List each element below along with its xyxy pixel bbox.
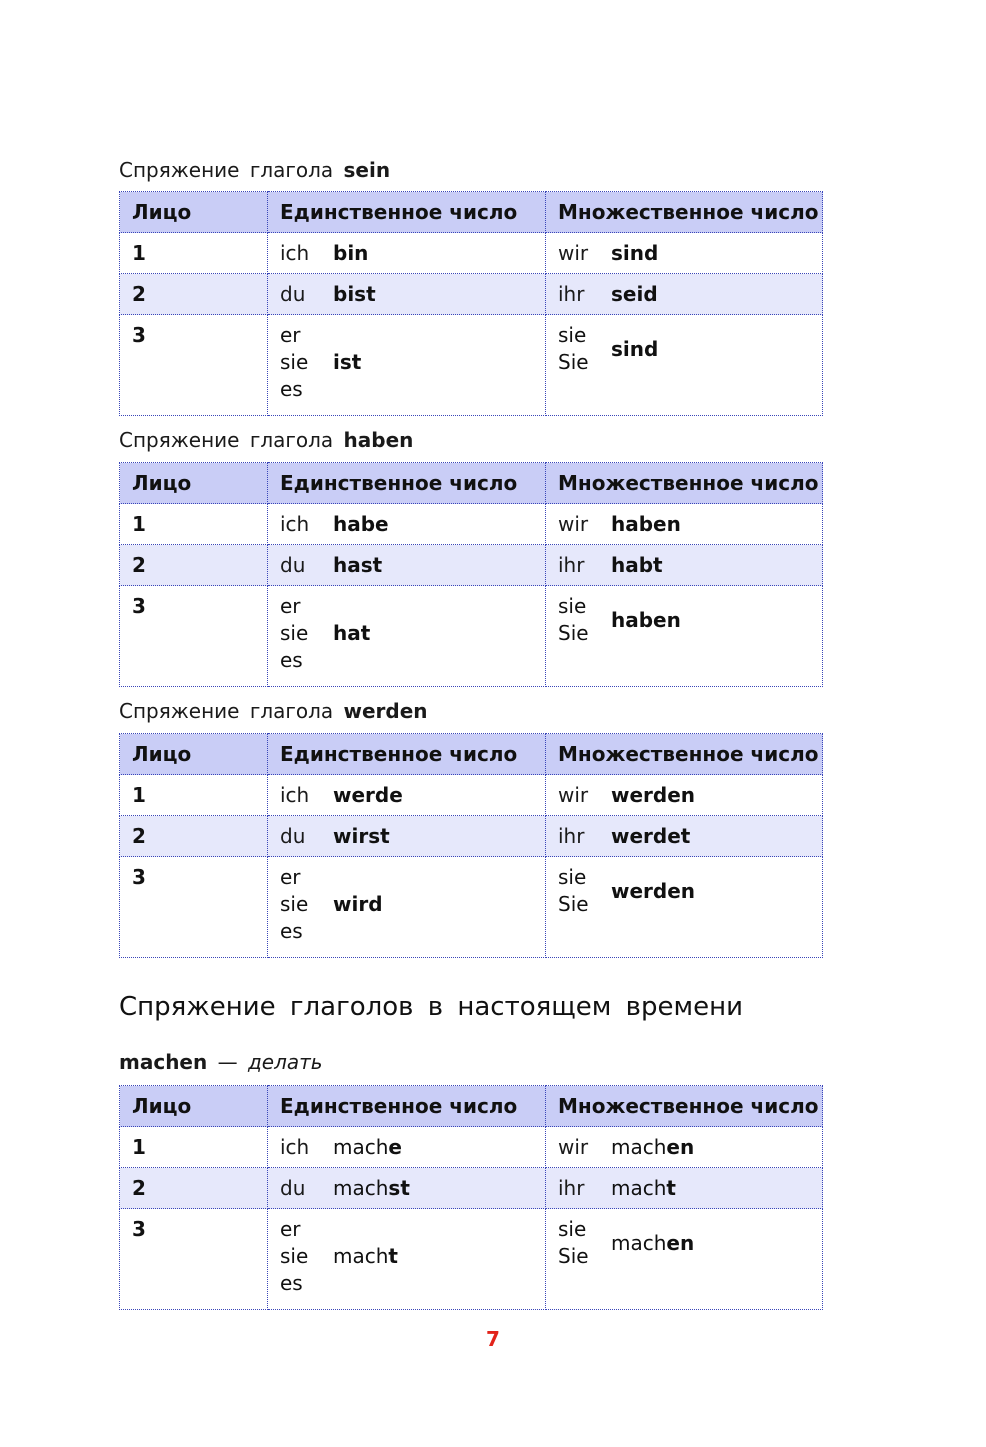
table-header-row (120, 463, 823, 504)
plural-cell (546, 1209, 823, 1310)
plural-cell (546, 504, 823, 545)
table-row (120, 586, 823, 687)
header-singular: Единственное число (268, 192, 546, 233)
plural-cell (546, 775, 823, 816)
caption-verb: werden (343, 699, 428, 723)
pronoun: wir (558, 1134, 589, 1159)
person-number: 3 (120, 586, 268, 687)
pronoun: ihr (558, 823, 585, 848)
pronoun: du (280, 552, 306, 577)
pronoun: ihr (558, 281, 585, 306)
verb-form: ist (333, 350, 362, 374)
pronoun: er (280, 1217, 301, 1241)
header-person: Лицо (120, 734, 268, 775)
header-singular: Единственное число (268, 463, 546, 504)
person-number: 3 (120, 315, 268, 416)
table-werden (119, 733, 823, 958)
caption-verb: sein (343, 158, 391, 182)
verb-form: hat (333, 621, 371, 645)
pronoun: du (280, 1175, 306, 1200)
verb-form: sind (611, 240, 659, 265)
caption-verb: machen (119, 1050, 208, 1074)
table-machen (119, 1085, 823, 1310)
person-number: 3 (120, 1209, 268, 1310)
verb-form: bist (333, 281, 376, 306)
person-number: 2 (120, 816, 268, 857)
person-number: 2 (120, 545, 268, 586)
pronoun: sie (558, 323, 587, 347)
verb-form: bin (333, 240, 369, 265)
verb-ending: t (388, 1244, 398, 1268)
table-row (120, 274, 823, 315)
verb-form: haben (611, 607, 681, 632)
table-row (120, 504, 823, 545)
pronoun: Sie (558, 621, 589, 645)
verb-stem: mach (333, 1244, 389, 1268)
header-singular: Единственное число (268, 1086, 546, 1127)
plural-cell (546, 545, 823, 586)
person-number: 1 (120, 233, 268, 274)
caption-machen (119, 1050, 323, 1074)
plural-cell (546, 586, 823, 687)
table-row (120, 816, 823, 857)
pronoun: sie (558, 865, 587, 889)
singular-cell (268, 504, 546, 545)
pronoun: ich (280, 782, 310, 807)
verb-form: werde (333, 782, 403, 807)
plural-cell (546, 1127, 823, 1168)
caption-sein (119, 158, 390, 182)
pronoun: Sie (558, 350, 589, 374)
pronoun: er (280, 323, 301, 347)
pronoun: ihr (558, 1175, 585, 1200)
verb-ending: en (666, 1134, 695, 1159)
verb-form: seid (611, 281, 658, 306)
pronoun: es (280, 1271, 303, 1295)
verb-form: habe (333, 511, 389, 536)
table-row (120, 1209, 823, 1310)
pronoun: es (280, 648, 303, 672)
verb-stem: mach (333, 1134, 389, 1159)
pronoun: ich (280, 511, 310, 536)
pronoun: sie (558, 1217, 587, 1241)
header-plural: Множественное число (546, 734, 823, 775)
verb-form: werden (611, 878, 696, 903)
table-haben (119, 462, 823, 687)
caption-werden (119, 699, 428, 723)
header-person: Лицо (120, 192, 268, 233)
verb-form (333, 1134, 402, 1161)
caption-prefix: Спряжение глагола (119, 158, 334, 182)
verb-form (611, 1175, 676, 1202)
header-singular: Единственное число (268, 734, 546, 775)
singular-cell (268, 586, 546, 687)
pronoun: sie (280, 1244, 309, 1268)
verb-form: sind (611, 336, 659, 361)
singular-cell (268, 545, 546, 586)
caption-dash: — (217, 1050, 238, 1074)
verb-form: werden (611, 782, 696, 807)
caption-prefix: Спряжение глагола (119, 699, 334, 723)
verb-ending: e (388, 1134, 402, 1159)
table-sein (119, 191, 823, 416)
plural-cell (546, 315, 823, 416)
verb-stem: mach (611, 1175, 667, 1200)
header-plural: Множественное число (546, 463, 823, 504)
pronoun: wir (558, 782, 589, 807)
pronoun: wir (558, 511, 589, 536)
verb-form: wird (333, 892, 383, 916)
pronoun: sie (280, 621, 309, 645)
pronoun: wir (558, 240, 589, 265)
table-header-row (120, 734, 823, 775)
verb-ending: en (666, 1230, 695, 1255)
page-number: 7 (486, 1327, 500, 1351)
section-title: Спряжение глаголов в настоящем времени (119, 992, 743, 1022)
header-person: Лицо (120, 1086, 268, 1127)
pronoun: sie (280, 350, 309, 374)
caption-haben (119, 428, 413, 452)
singular-cell (268, 233, 546, 274)
plural-cell (546, 274, 823, 315)
caption-verb: haben (343, 428, 414, 452)
pronoun: sie (558, 594, 587, 618)
person-number: 2 (120, 274, 268, 315)
singular-cell (268, 1209, 546, 1310)
pronoun: sie (280, 892, 309, 916)
verb-form (333, 1175, 410, 1202)
verb-stem: mach (333, 1175, 389, 1200)
pronoun: ich (280, 240, 310, 265)
verb-ending: t (666, 1175, 676, 1200)
table-row (120, 315, 823, 416)
pronoun: ich (280, 1134, 310, 1159)
verb-stem: mach (611, 1230, 667, 1255)
singular-cell (268, 775, 546, 816)
verb-form: hast (333, 552, 383, 577)
table-header-row (120, 1086, 823, 1127)
singular-cell (268, 1127, 546, 1168)
person-number: 3 (120, 857, 268, 958)
table-row (120, 545, 823, 586)
verb-form (611, 1230, 694, 1257)
person-number: 1 (120, 775, 268, 816)
pronoun: es (280, 377, 303, 401)
singular-cell (268, 274, 546, 315)
verb-form: haben (611, 511, 681, 536)
pronoun: du (280, 823, 306, 848)
pronoun: ihr (558, 552, 585, 577)
pronoun: Sie (558, 1244, 589, 1268)
table-row (120, 775, 823, 816)
verb-form: wirst (333, 823, 390, 848)
singular-cell (268, 315, 546, 416)
header-plural: Множественное число (546, 192, 823, 233)
plural-cell (546, 816, 823, 857)
caption-translation: делать (247, 1050, 323, 1074)
singular-cell (268, 1168, 546, 1209)
verb-form: habt (611, 552, 663, 577)
verb-stem: mach (611, 1134, 667, 1159)
table-row (120, 857, 823, 958)
header-plural: Множественное число (546, 1086, 823, 1127)
header-person: Лицо (120, 463, 268, 504)
verb-form (611, 1134, 694, 1161)
plural-cell (546, 857, 823, 958)
table-row (120, 233, 823, 274)
pronoun: du (280, 281, 306, 306)
table-row (120, 1168, 823, 1209)
table-header-row (120, 192, 823, 233)
person-number: 1 (120, 504, 268, 545)
singular-cell (268, 816, 546, 857)
verb-ending: st (388, 1175, 410, 1200)
plural-cell (546, 1168, 823, 1209)
person-number: 2 (120, 1168, 268, 1209)
singular-cell (268, 857, 546, 958)
plural-cell (546, 233, 823, 274)
table-row (120, 1127, 823, 1168)
person-number: 1 (120, 1127, 268, 1168)
pronoun: er (280, 594, 301, 618)
pronoun: es (280, 919, 303, 943)
pronoun: er (280, 865, 301, 889)
pronoun: Sie (558, 892, 589, 916)
caption-prefix: Спряжение глагола (119, 428, 334, 452)
verb-form (333, 1243, 398, 1270)
verb-form: werdet (611, 823, 691, 848)
